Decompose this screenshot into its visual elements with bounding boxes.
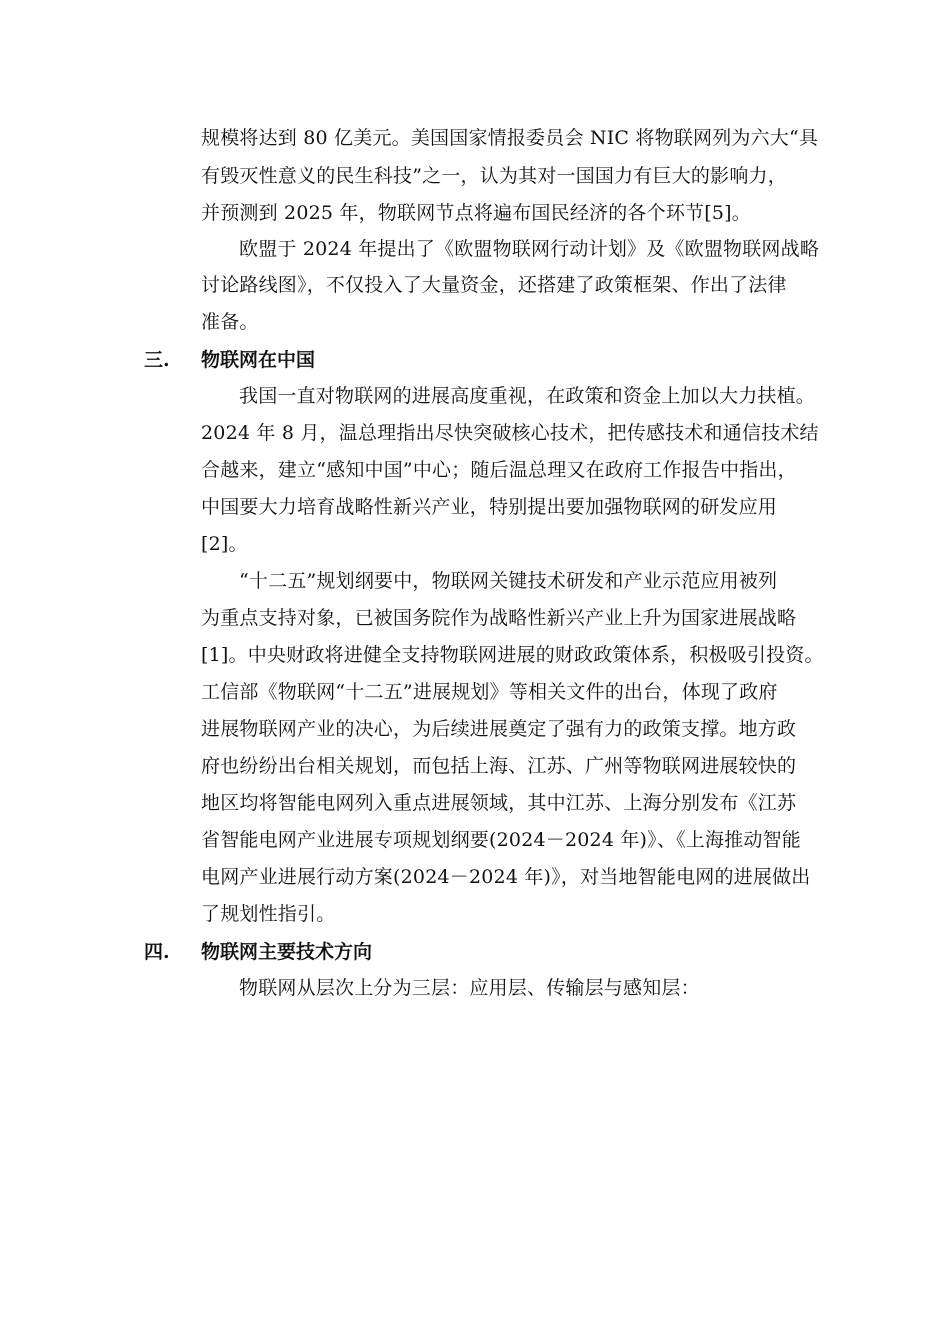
paragraph-line: 中国要大力培育战略性新兴产业，特别提出要加强物联网的研发应用 [201, 496, 778, 518]
paragraph-line: [2]。 [201, 533, 248, 555]
paragraph-line: 2024 年 8 月，温总理指出尽快突破核心技术，把传感技术和通信技术结 [201, 422, 819, 444]
paragraph-line: 讨论路线图》，不仅投入了大量资金，还搭建了政策框架、作出了法律 [201, 274, 787, 296]
paragraph-line: 府也纷纷出台相关规划，而包括上海、江苏、广州等物联网进展较快的 [201, 755, 797, 777]
paragraph-line: 并预测到 2025 年，物联网节点将遍布国民经济的各个环节[5]。 [201, 202, 751, 224]
paragraph-line: 合越来，建立“感知中国”中心；随后温总理又在政府工作报告中指出， [201, 459, 797, 481]
section-heading: 物联网主要技术方向 [201, 941, 373, 963]
paragraph-line: 规模将达到 80 亿美元。美国国家情报委员会 NIC 将物联网列为六大“具 [201, 127, 819, 149]
paragraph-line: [1]。中央财政将进健全支持物联网进展的财政政策体系，积极吸引投资。 [201, 644, 824, 666]
section-number: 三. [144, 349, 170, 371]
paragraph-line: 工信部《物联网“十二五”进展规划》等相关文件的出台，体现了政府 [201, 681, 778, 703]
paragraph-line: 为重点支持对象，已被国务院作为战略性新兴产业上升为国家进展战略 [201, 607, 797, 629]
paragraph-line: 准备。 [201, 311, 259, 333]
paragraph-line: 省智能电网产业进展专项规划纲要(2024－2024 年)》、《上海推动智能 [201, 829, 801, 851]
section-number: 四. [144, 941, 170, 963]
paragraph-line: 了规划性指引。 [201, 903, 336, 925]
paragraph-line: 欧盟于 2024 年提出了《欧盟物联网行动计划》及《欧盟物联网战略 [239, 238, 820, 260]
paragraph-line: 有毁灭性意义的民生科技”之一，认为其对一国国力有巨大的影响力， [201, 165, 787, 187]
paragraph-line: 进展物联网产业的决心，为后续进展奠定了强有力的政策支撑。地方政 [201, 718, 797, 740]
paragraph-line: 物联网从层次上分为三层：应用层、传输层与感知层： [239, 977, 700, 999]
section-heading: 物联网在中国 [201, 349, 316, 371]
paragraph-line: 电网产业进展行动方案(2024－2024 年)》，对当地智能电网的进展做出 [201, 866, 811, 888]
paragraph-line: 地区均将智能电网列入重点进展领域，其中江苏、上海分别发布《江苏 [201, 792, 797, 814]
paragraph-line: “十二五”规划纲要中，物联网关键技术研发和产业示范应用被列 [239, 570, 778, 592]
paragraph-line: 我国一直对物联网的进展高度重视，在政策和资金上加以大力扶植。 [239, 385, 816, 407]
